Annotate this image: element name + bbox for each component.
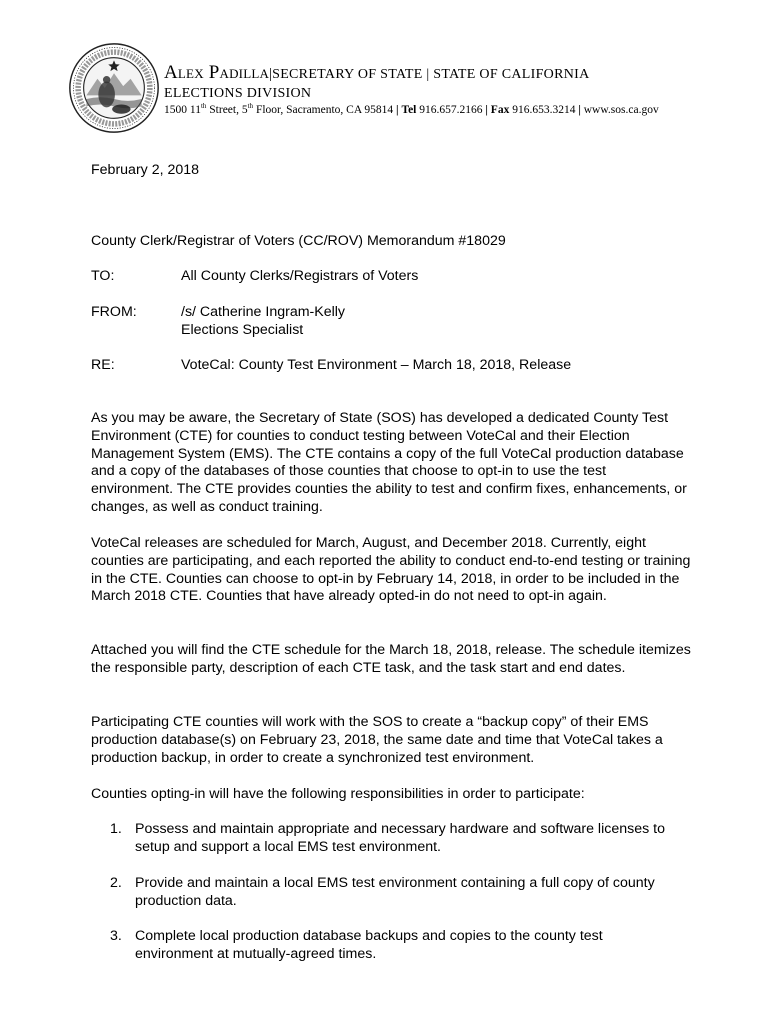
body-paragraph: VoteCal releases are scheduled for March, August, and December 2018. Currently, eight counties are participating, and each reported the ability to conduct end-to-end testing or training in the CTE. Counties can choose to opt-in by February 14, 2018, in order to be included in the March 2018 CTE. Counties that have already opted-in do not need to opt-in again. xyxy=(91,535,691,605)
tel-number: 916.657.2166 xyxy=(419,104,483,116)
address-street-number: 1500 11 xyxy=(164,104,201,116)
letterhead-separator: | xyxy=(269,66,273,82)
list-item-number: 2. xyxy=(110,875,122,891)
list-item-number: 3. xyxy=(110,928,122,944)
list-item-text: Provide and maintain a local EMS test environment containing a full copy of county production data. xyxy=(135,875,655,909)
california-seal-icon xyxy=(68,42,160,134)
re-value: VoteCal: County Test Environment – March 18, 2018, Release xyxy=(181,357,572,373)
body-paragraph: Participating CTE counties will work with the SOS to create a “backup copy” of their EMS production database(s) on February 23, 2018, the same date and time that VoteCal takes a production backup, in order to create a synchronized test environment. xyxy=(91,714,663,766)
body-paragraph: Counties opting-in will have the following responsibilities in order to participate: xyxy=(91,786,585,802)
from-label: FROM: xyxy=(91,304,137,320)
office-title: SECRETARY OF STATE | STATE OF CALIFORNIA xyxy=(272,67,590,82)
letterhead-title-line xyxy=(164,62,764,86)
body-paragraph: Attached you will find the CTE schedule for the March 18, 2018, release. The schedule itemizes the responsible party, description of each CTE task, and the task start and end dates. xyxy=(91,642,691,676)
address-street: Street, 5 xyxy=(206,104,248,116)
list-item-text: Complete local production database backups and copies to the county test environment at mutually-agreed times. xyxy=(135,928,603,962)
memo-date: February 2, 2018 xyxy=(91,162,200,178)
to-value: All County Clerks/Registrars of Voters xyxy=(181,268,419,284)
memo-number-line: County Clerk/Registrar of Voters (CC/ROV) Memorandum #18029 xyxy=(91,233,506,249)
address-city: Floor, Sacramento, CA 95814 xyxy=(253,104,394,116)
fax-label: Fax xyxy=(490,104,510,116)
secretary-name: Alex Padilla xyxy=(164,62,270,83)
from-title: Elections Specialist xyxy=(181,322,304,338)
list-item-number: 1. xyxy=(110,821,122,837)
division-name: ELECTIONS DIVISION xyxy=(164,86,312,101)
to-label: TO: xyxy=(91,268,115,284)
address-street-suffix: th xyxy=(200,102,207,111)
from-name: /s/ Catherine Ingram-Kelly xyxy=(181,304,346,320)
address-floor-suffix: th xyxy=(247,102,254,111)
office-address: 1500 11th Street, 5th Floor, Sacramento, CA 95814 | Tel 916.657.2166 | Fax 916.653.3214 | www.sos.ca.gov xyxy=(164,102,659,116)
website-link[interactable]: www.sos.ca.gov xyxy=(583,104,659,116)
fax-number: 916.653.3214 xyxy=(512,104,576,116)
letterhead xyxy=(164,62,764,119)
body-paragraph: As you may be aware, the Secretary of State (SOS) has developed a dedicated County Test Environment (CTE) for counties to conduct testing between VoteCal and their Election Management System (EMS). The CTE contains a copy of the full VoteCal production database and a copy of the databases of those counties that choose to opt-in to use the test environment. The CTE provides counties the ability to test and confirm fixes, enhancements, or changes, as well as conduct training. xyxy=(91,410,687,515)
re-label: RE: xyxy=(91,357,115,373)
tel-label: Tel xyxy=(401,104,417,116)
list-item-text: Possess and maintain appropriate and necessary hardware and software licenses to setup and support a local EMS test environment. xyxy=(135,821,665,855)
